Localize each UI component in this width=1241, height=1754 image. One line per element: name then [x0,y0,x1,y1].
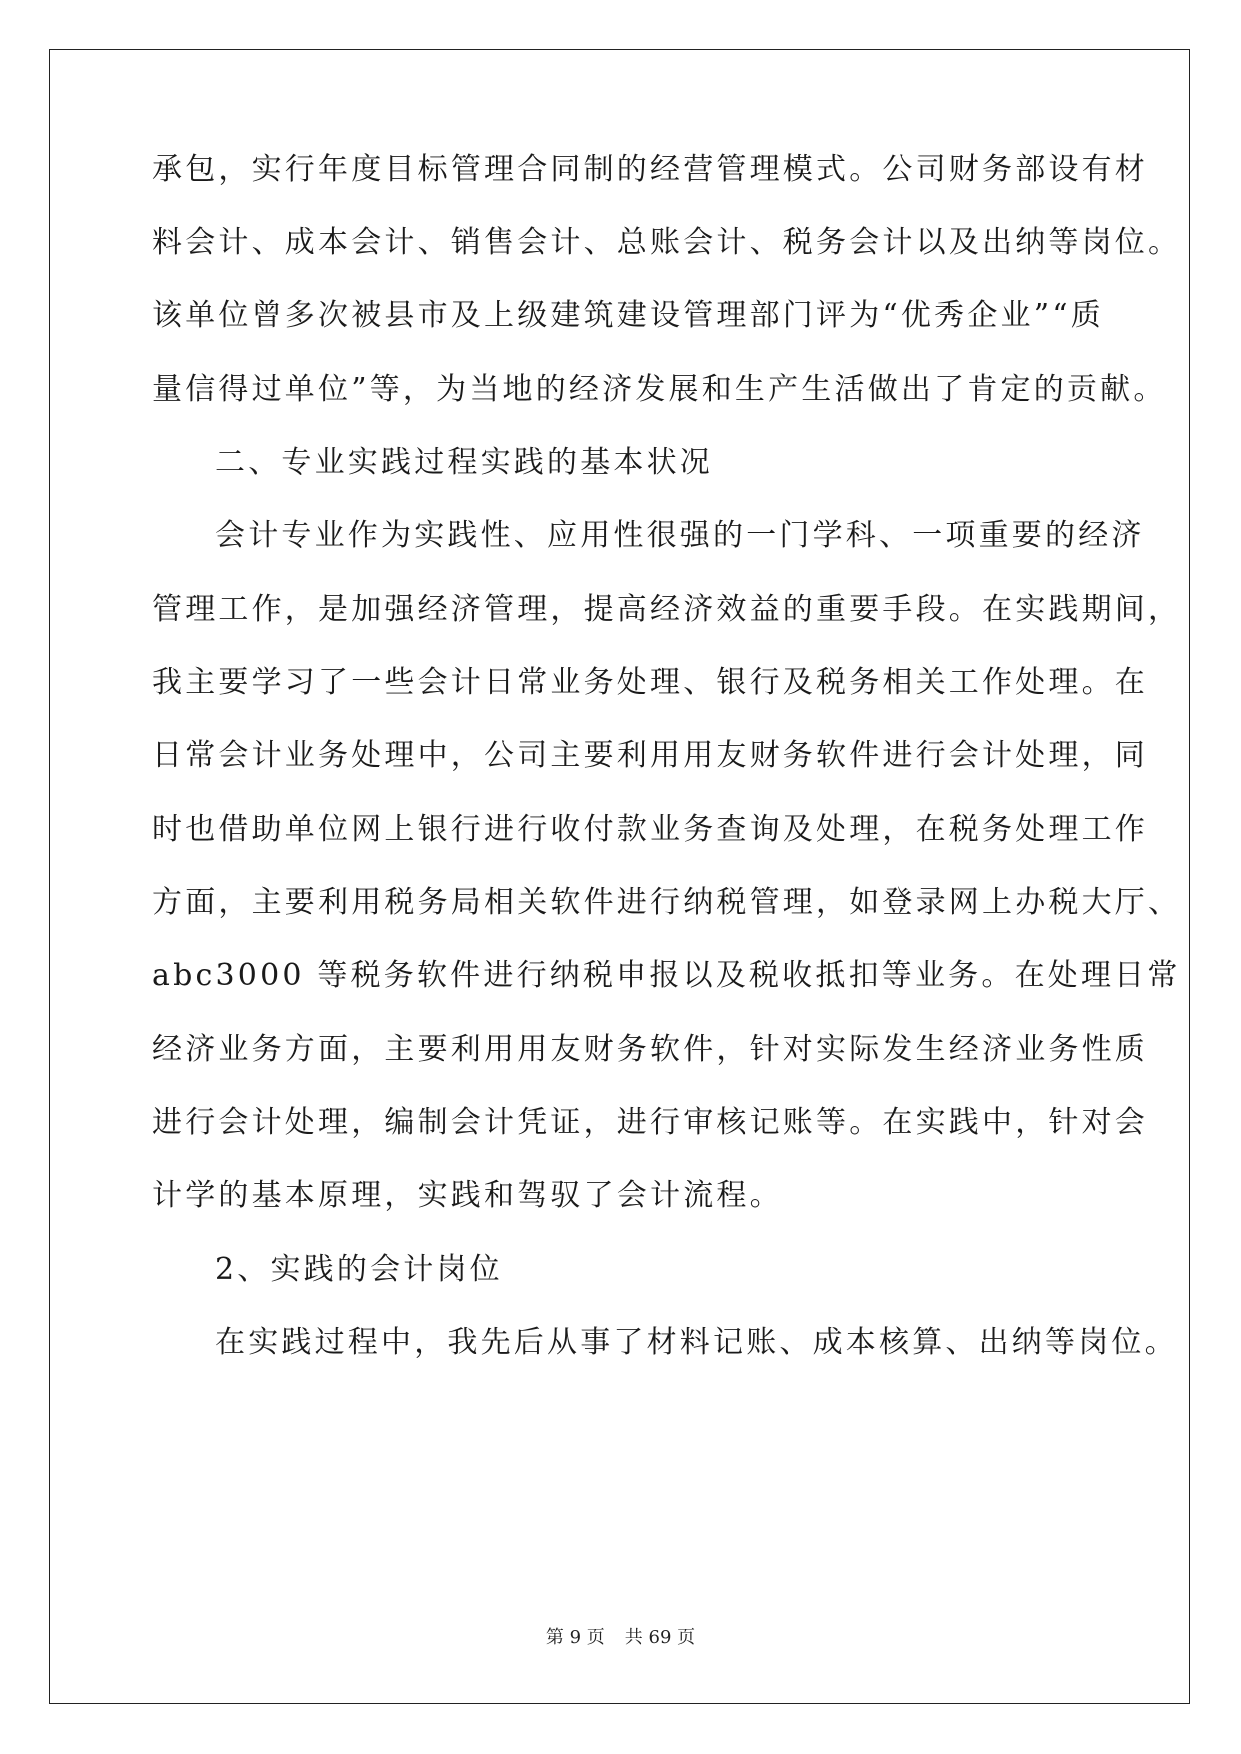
text-line: 承包，实行年度目标管理合同制的经营管理模式。公司财务部设有材 [152,152,1148,187]
text-line: 料会计、成本会计、销售会计、总账会计、税务会计以及出纳等岗位。 [152,225,1182,260]
text-line: 计学的基本原理，实践和驾驭了会计流程。 [152,1178,783,1213]
text-line: 进行会计处理，编制会计凭证，进行审核记账等。在实践中，针对会 [152,1105,1148,1140]
text-line: 会计专业作为实践性、应用性很强的一门学科、一项重要的经济 [215,518,1145,553]
text-line: abc3000 等税务软件进行纳税申报以及税收抵扣等业务。在处理日常 [152,958,1181,993]
text-line: 经济业务方面，主要利用用友财务软件，针对实际发生经济业务性质 [152,1032,1148,1067]
page-number: 第 9 页 [545,1627,605,1648]
text-line: 时也借助单位网上银行进行收付款业务查询及处理，在税务处理工作 [152,812,1148,847]
text-line: 管理工作，是加强经济管理，提高经济效益的重要手段。在实践期间， [152,592,1182,627]
text-line: 我主要学习了一些会计日常业务处理、银行及税务相关工作处理。在 [152,665,1148,700]
section-heading: 2、实践的会计岗位 [215,1252,503,1287]
page-footer [0,1626,1241,1650]
text-line: 方面，主要利用税务局相关软件进行纳税管理，如登录网上办税大厅、 [152,885,1182,920]
text-line: 量信得过单位”等，为当地的经济发展和生产生活做出了肯定的贡献。 [152,372,1167,407]
text-line: 日常会计业务处理中，公司主要利用用友财务软件进行会计处理，同 [152,738,1148,773]
section-heading: 二、专业实践过程实践的基本状况 [215,445,713,480]
total-pages: 共 69 页 [624,1627,696,1648]
text-line: 在实践过程中，我先后从事了材料记账、成本核算、出纳等岗位。 [215,1325,1178,1360]
text-line: 该单位曾多次被县市及上级建筑建设管理部门评为“优秀企业”“质 [152,298,1105,333]
